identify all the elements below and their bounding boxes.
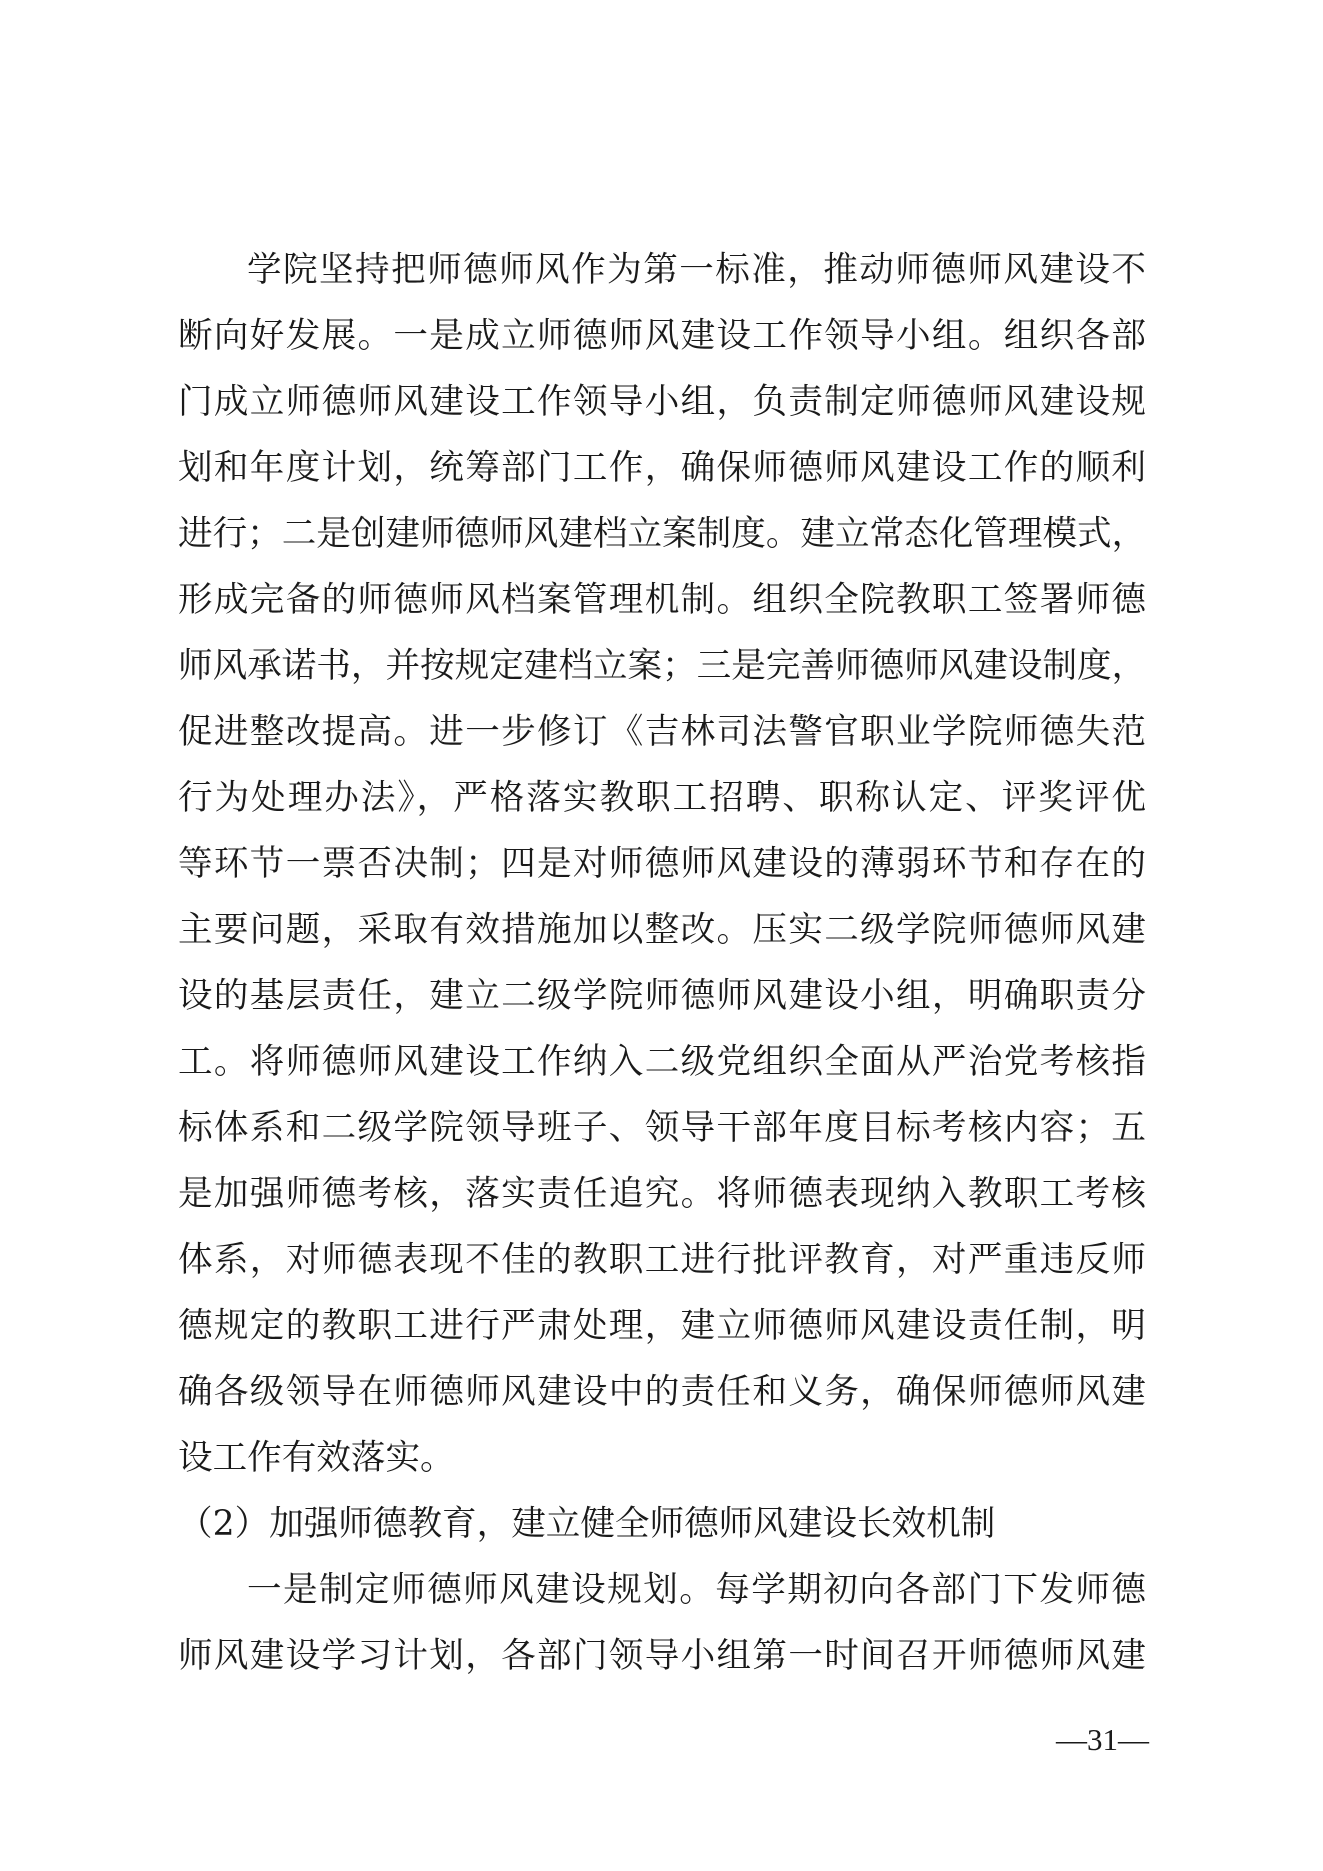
paragraph-line: 设的基层责任，建立二级学院师德师风建设小组，明确职责分 [178,976,1146,1016]
paragraph-line: 一是制定师德师风建设规划。每学期初向各部门下发师德 [247,1570,1146,1610]
paragraph-line: 学院坚持把师德师风作为第一标准，推动师德师风建设不 [247,250,1146,290]
section-heading: （2）加强师德教育，建立健全师德师风建设长效机制 [178,1504,996,1544]
paragraph-line: 划和年度计划，统筹部门工作，确保师德师风建设工作的顺利 [178,448,1146,488]
paragraph-line: 形成完备的师德师风档案管理机制。组织全院教职工签署师德 [178,580,1146,620]
paragraph-line: 设工作有效落实。 [178,1438,455,1478]
paragraph-line: 工。将师德师风建设工作纳入二级党组织全面从严治党考核指 [178,1042,1146,1082]
paragraph-line: 断向好发展。一是成立师德师风建设工作领导小组。组织各部 [178,316,1146,356]
paragraph-line: 德规定的教职工进行严肃处理，建立师德师风建设责任制，明 [178,1306,1146,1346]
paragraph-line: 师风承诺书，并按规定建档立案；三是完善师德师风建设制度， [178,646,1147,686]
paragraph-line: 主要问题，采取有效措施加以整改。压实二级学院师德师风建 [178,910,1146,950]
paragraph-line: 进行；二是创建师德师风建档立案制度。建立常态化管理模式， [178,514,1147,554]
paragraph-line: 是加强师德考核，落实责任追究。将师德表现纳入教职工考核 [178,1174,1146,1214]
paragraph-line: 确各级领导在师德师风建设中的责任和义务，确保师德师风建 [178,1372,1146,1412]
paragraph-line: 师风建设学习计划，各部门领导小组第一时间召开师德师风建 [178,1636,1146,1676]
paragraph-line: 等环节一票否决制；四是对师德师风建设的薄弱环节和存在的 [178,844,1146,884]
paragraph-line: 促进整改提高。进一步修订《吉林司法警官职业学院师德失范 [178,712,1146,752]
paragraph-line: 体系，对师德表现不佳的教职工进行批评教育，对严重违反师 [178,1240,1146,1280]
page-number: —31— [1056,1722,1149,1757]
paragraph-line: 标体系和二级学院领导班子、领导干部年度目标考核内容；五 [178,1108,1146,1148]
paragraph-line: 门成立师德师风建设工作领导小组，负责制定师德师风建设规 [178,382,1146,422]
paragraph-line: 行为处理办法》，严格落实教职工招聘、职称认定、评奖评优 [178,778,1146,818]
